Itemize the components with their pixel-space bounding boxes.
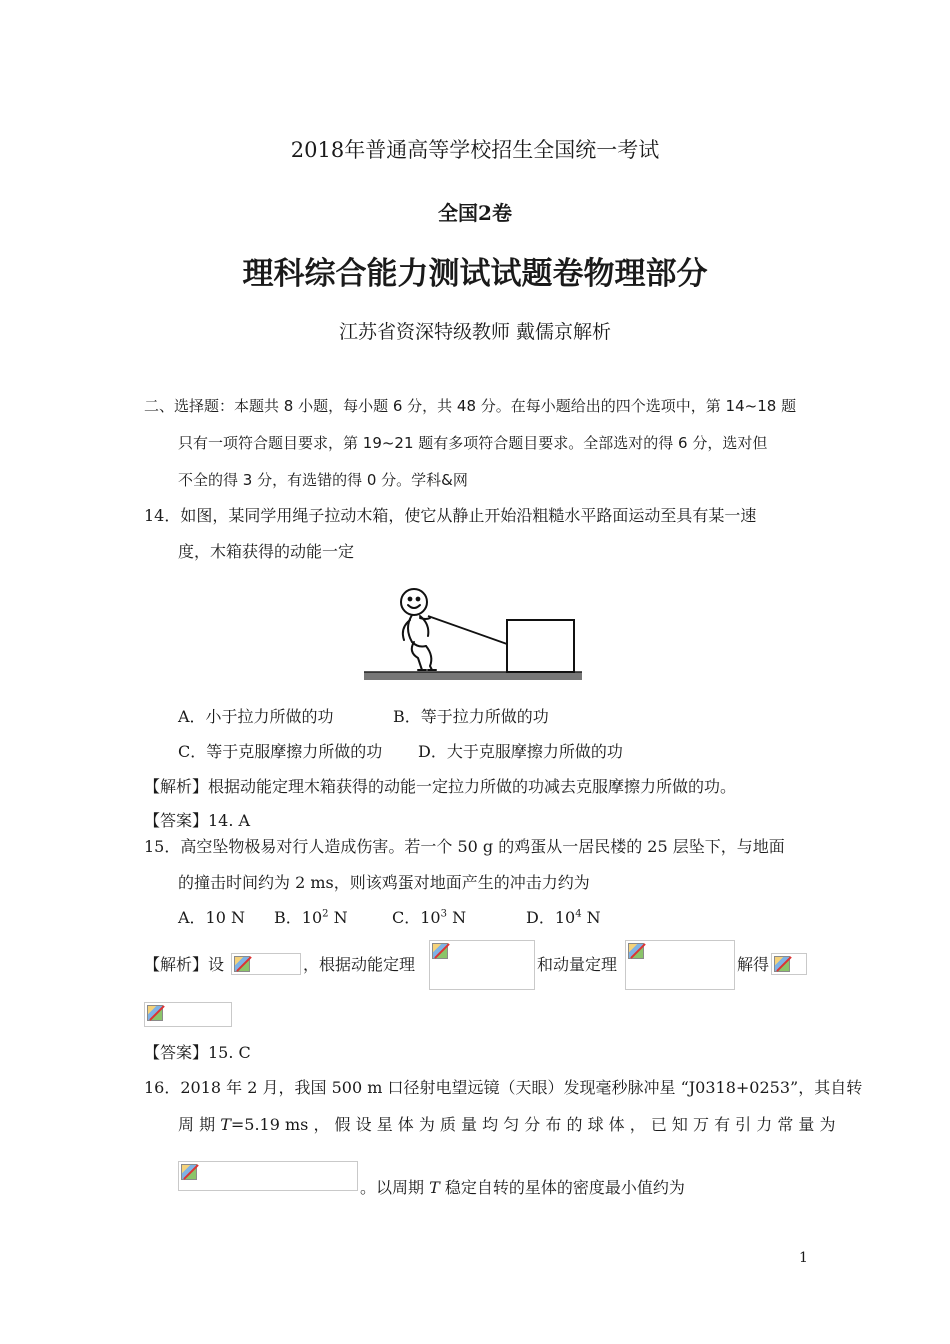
q14-option-c: C．等于克服摩擦力所做的功 [178, 742, 383, 761]
formula-image-placeholder [178, 1161, 358, 1191]
formula-image-placeholder [625, 940, 735, 990]
section-instructions-line3: 不全的得 3 分，有选错的得 0 分。学科&网 [178, 471, 468, 489]
q14-stem-line1: 14．如图，某同学用绳子拉动木箱，使它从静止开始沿粗糙水平路面运动至具有某一速 [144, 506, 757, 525]
formula-image-placeholder [429, 940, 535, 990]
broken-image-icon [774, 956, 790, 972]
broken-image-icon [234, 956, 250, 972]
q15-analysis-text1: ，根据动能定理 [303, 955, 416, 974]
formula-image-placeholder [771, 953, 807, 975]
broken-image-icon [147, 1005, 163, 1021]
q15-analysis-text2: 和动量定理 [537, 955, 618, 974]
q16-stem-line1: 16．2018 年 2 月，我国 500 m 口径射电望远镜（天眼）发现毫秒脉冲星 “J0318+0253”，其自转 [144, 1078, 863, 1097]
ground-surface [364, 672, 582, 680]
broken-image-icon [181, 1164, 197, 1180]
author-line: 江苏省资深特级教师 戴儒京解析 [338, 321, 612, 343]
q14-stem-line2: 度，木箱获得的动能一定 [178, 542, 355, 561]
q15-stem-line2: 的撞击时间约为 2 ms，则该鸡蛋对地面产生的冲击力约为 [178, 873, 590, 892]
q14-figure-person-pulling-box [360, 580, 586, 684]
q16-stem-line2: 周 期 T=5.19 ms ， 假 设 星 体 为 质 量 均 匀 分 布 的 球 体 ， 已 知 万 有 引 力 常 量 为 [178, 1115, 836, 1134]
q15-option-b: B．$10^2$ N [274, 908, 348, 927]
q16-stem-line3: 。以周期 T 稳定自转的星体的密度最小值约为 [360, 1178, 685, 1197]
broken-image-icon [432, 943, 448, 959]
formula-image-placeholder [231, 953, 301, 975]
exam-title: 2018年普通高等学校招生全国统一考试 [290, 138, 660, 162]
volume-label: 全国2卷 [438, 201, 512, 225]
person-figure [401, 589, 436, 670]
formula-image-placeholder [144, 1002, 232, 1027]
q14-answer: 【答案】14. A [144, 811, 251, 830]
main-title: 理科综合能力测试试题卷物理部分 [242, 256, 708, 292]
q14-option-a: A．小于拉力所做的功 [178, 707, 334, 726]
q15-stem-line1: 15．高空坠物极易对行人造成伤害。若一个 50 g 的鸡蛋从一居民楼的 25 层坠下，与地面 [144, 837, 785, 856]
broken-image-icon [628, 943, 644, 959]
q15-analysis-text3: 解得 [737, 955, 770, 974]
q14-analysis: 【解析】根据动能定理木箱获得的动能一定拉力所做的功减去克服摩擦力所做的功。 [144, 777, 737, 796]
rope [428, 616, 507, 644]
section-instructions-line1: 二、选择题：本题共 8 小题，每小题 6 分，共 48 分。在每小题给出的四个选项中，第 14~18 题 [144, 397, 797, 415]
q14-option-b: B．等于拉力所做的功 [393, 707, 549, 726]
wooden-box [507, 620, 574, 672]
q15-analysis-prefix: 【解析】设 [144, 955, 225, 974]
section-instructions-line2: 只有一项符合题目要求，第 19~21 题有多项符合题目要求。全部选对的得 6 分，选对但 [178, 434, 768, 452]
q15-option-c: C．$10^3$ N [392, 908, 467, 927]
q14-option-d: D．大于克服摩擦力所做的功 [418, 742, 623, 761]
q15-option-a: A．10 N [178, 908, 246, 927]
page-number: 1 [799, 1250, 808, 1266]
q15-answer: 【答案】15. C [144, 1043, 251, 1062]
q15-option-d: D．$10^4$ N [526, 908, 601, 927]
